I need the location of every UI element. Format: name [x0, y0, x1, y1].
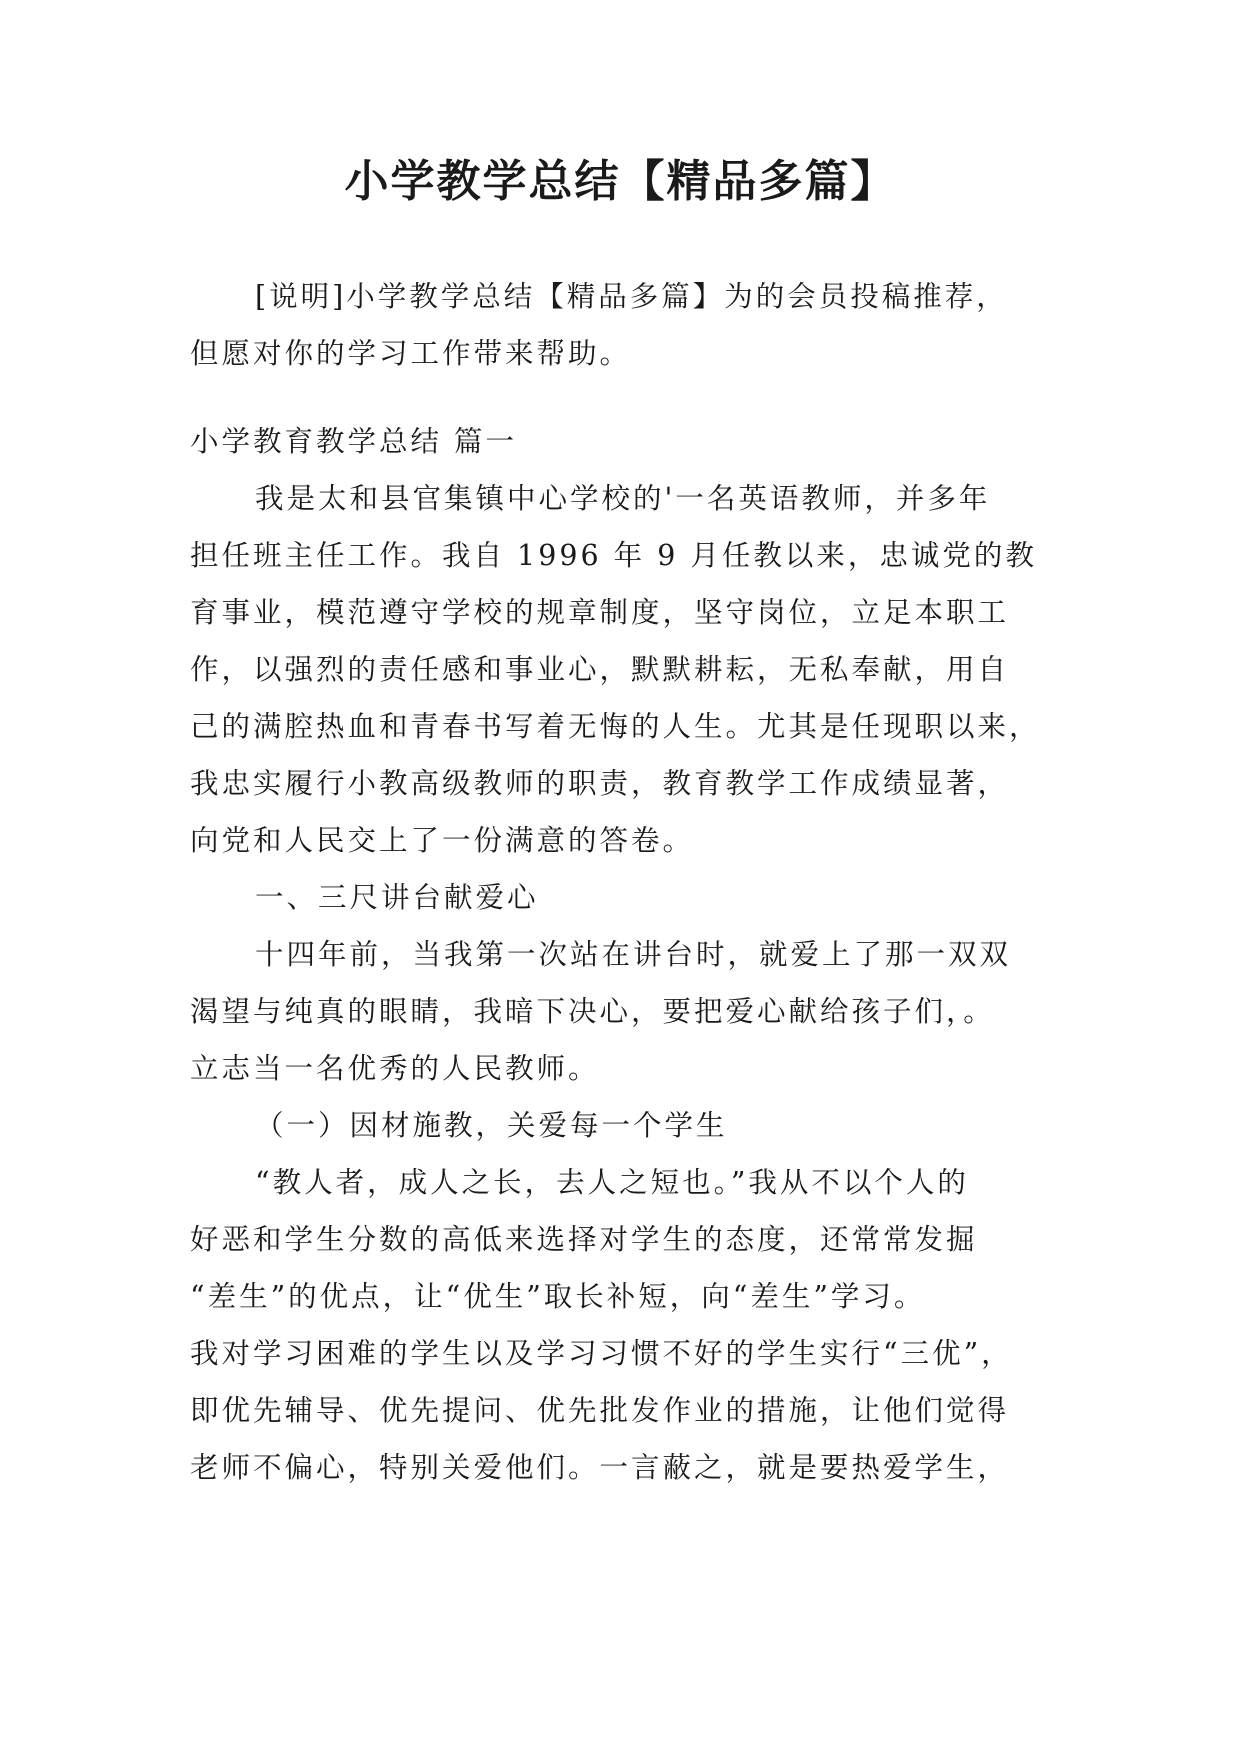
subheading-line: 一、三尺讲台献爱心	[255, 881, 539, 914]
body-line: 担任班主任工作。我自 1996 年 9 月任教以来，忠诚党的教	[190, 539, 1037, 572]
section-heading-text: 小学教育教学总结 篇一	[190, 425, 518, 458]
body-line: 我忠实履行小教高级教师的职责，教育教学工作成绩显著，	[190, 767, 1010, 800]
body-line: 向党和人民交上了一份满意的答卷。	[190, 824, 695, 857]
body-line: 作，以强烈的责任感和事业心，默默耕耘，无私奉献，用自	[190, 653, 1010, 686]
body-line: 好恶和学生分数的高低来选择对学生的态度，还常常发掘	[190, 1223, 978, 1256]
body-line: “差生”的优点，让“优生”取长补短，向“差生”学习。	[190, 1280, 926, 1313]
body-paragraphs	[190, 470, 1050, 1496]
body-line: 育事业，模范遵守学校的规章制度，坚守岗位，立足本职工	[190, 596, 1010, 629]
body-line: 老师不偏心，特别关爱他们。一言蔽之，就是要热爱学生，	[190, 1451, 1010, 1484]
body-line: 立志当一名优秀的人民教师。	[190, 1052, 600, 1085]
section-heading	[190, 413, 1050, 470]
body-line: 十四年前，当我第一次站在讲台时，就爱上了那一双双	[255, 938, 1012, 971]
body-line: 渴望与纯真的眼睛，我暗下决心，要把爱心献给孩子们，。	[190, 995, 995, 1028]
intro-line: [说明]小学教学总结【精品多篇】为的会员投稿推荐，	[255, 280, 1008, 313]
body-line: 我对学习困难的学生以及学习习惯不好的学生实行“三优”，	[190, 1337, 1013, 1370]
intro-line: 但愿对你的学习工作带来帮助。	[190, 337, 632, 370]
document-title: 小学教学总结【精品多篇】	[344, 156, 897, 207]
body-line: 即优先辅导、优先提问、优先批发作业的措施，让他们觉得	[190, 1394, 1010, 1427]
subheading-line: （一）因材施教，关爱每一个学生	[255, 1109, 728, 1142]
body-line: 我是太和县官集镇中心学校的'一名英语教师，并多年	[255, 482, 991, 515]
body-line: 己的满腔热血和青春书写着无悔的人生。尤其是任现职以来，	[190, 710, 1041, 743]
body-line: “教人者，成人之长，去人之短也。”我从不以个人的	[255, 1166, 969, 1199]
intro-paragraph	[190, 268, 1050, 382]
